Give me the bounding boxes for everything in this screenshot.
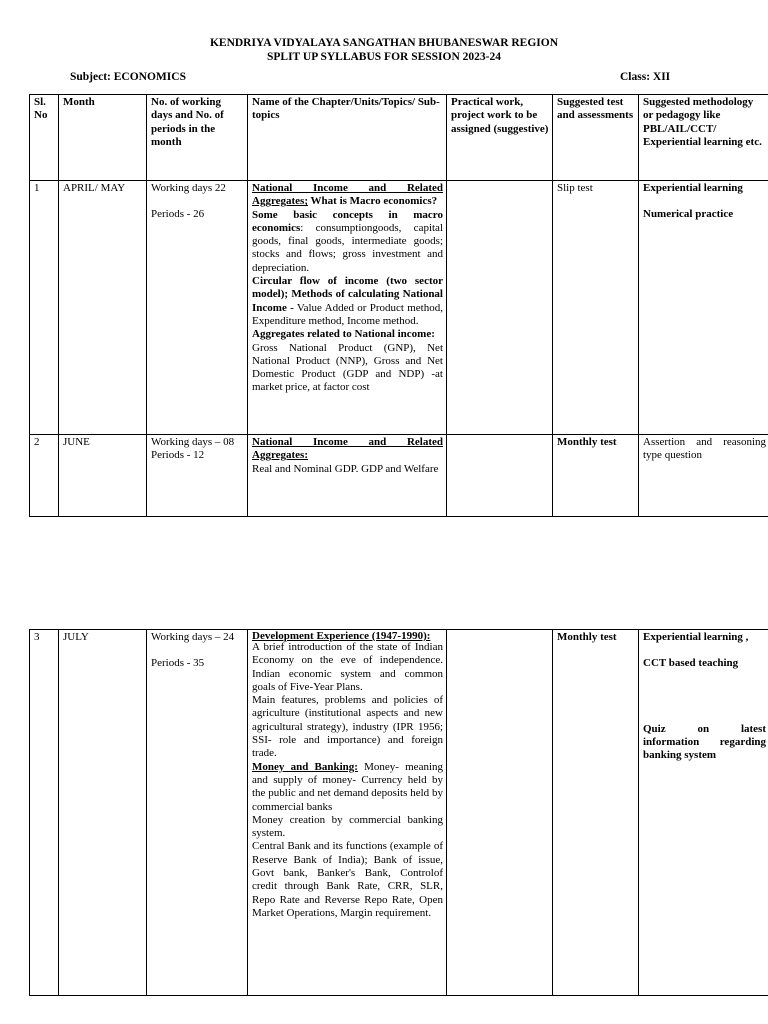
working-days: Working days 22 bbox=[151, 182, 226, 194]
topic-text: Money- meaning and supply of money- Currency held by the public and net demand deposits held by commercial banks bbox=[252, 760, 444, 813]
row-method bbox=[639, 435, 768, 517]
chapter-heading: National Income and Related Aggregates; bbox=[252, 182, 443, 208]
row-chapter bbox=[248, 181, 447, 435]
row-method bbox=[639, 630, 768, 996]
table-row bbox=[30, 435, 768, 517]
col-header-test: Suggested test and assessments bbox=[553, 95, 639, 181]
row-days bbox=[147, 181, 248, 435]
col-header-days: No. of working days and No. of periods in the month bbox=[147, 95, 248, 181]
col-header-method: Suggested methodology or pedagogy like PBL/AIL/CCT/ Experiential learning etc. bbox=[639, 95, 768, 181]
row-month: JULY bbox=[59, 630, 147, 996]
row-chapter bbox=[248, 630, 447, 996]
periods: Periods - 12 bbox=[151, 449, 205, 462]
document-subtitle: SPLIT UP SYLLABUS FOR SESSION 2023-24 bbox=[266, 51, 501, 63]
document-title: KENDRIYA VIDYALAYA SANGATHAN BHUBANESWAR REGION bbox=[209, 37, 559, 49]
syllabus-table bbox=[29, 94, 768, 517]
periods: Periods - 35 bbox=[151, 657, 205, 670]
col-header-practical: Practical work, project work to be assigned (suggestive) bbox=[447, 95, 553, 181]
row-test: Monthly test bbox=[553, 435, 639, 517]
working-days: Working days – 24 bbox=[151, 631, 235, 643]
subject-label: Subject: ECONOMICS bbox=[70, 71, 186, 83]
chapter-question: What is Macro economics? bbox=[308, 195, 438, 208]
row-month: APRIL/ MAY bbox=[59, 181, 147, 435]
row-chapter bbox=[248, 435, 447, 517]
row-sl: 1 bbox=[30, 181, 59, 435]
method-item: Assertion and reasoning type question bbox=[643, 436, 766, 462]
topic-heading: Money and Banking: bbox=[252, 760, 358, 773]
topic-text: Main features, problems and policies of agriculture (institutional aspects and new agricultural strategy), industry (IPR 1956; SSI- role and importance) and foreign trade. bbox=[252, 694, 443, 760]
row-method bbox=[639, 181, 768, 435]
row-sl: 3 bbox=[30, 630, 59, 996]
row-practical bbox=[447, 181, 553, 435]
row-month: JUNE bbox=[59, 435, 147, 517]
syllabus-table-continued bbox=[29, 629, 768, 996]
working-days: Working days – 08 bbox=[151, 436, 235, 448]
topic-text: A brief introduction of the state of Indian Economy on the eve of independence. Indian economic system and common goals of Five-Year Plans. bbox=[252, 641, 443, 693]
method-item: Experiential learning bbox=[643, 182, 743, 194]
chapter-heading: National Income and Related Aggregates: bbox=[252, 436, 443, 462]
topic-text: : consumptiongoods, capital goods, final goods, intermediate goods; stocks and flows; gross investment and depreciation. bbox=[252, 221, 443, 274]
method-item: CCT based teaching bbox=[643, 657, 739, 670]
table-header-row bbox=[30, 95, 768, 181]
row-practical bbox=[447, 630, 553, 996]
periods: Periods - 26 bbox=[151, 208, 205, 221]
table-row bbox=[30, 630, 768, 996]
col-header-sl: Sl. No bbox=[30, 95, 59, 181]
topic-text: Central Bank and its functions (example of Reserve Bank of India); Bank of issue, Govt bank, Banker's Bank, Controlof credit through Bank Rate, CRR, SLR, Repo Rate and Reverse Repo Rate, Open Market Operations, Margin requirement. bbox=[252, 840, 443, 919]
chapter-heading: Development Experience (1947-1990): bbox=[252, 630, 431, 642]
topic-text: Value Added or Product method, Expenditure method, Income method. bbox=[252, 301, 443, 327]
topic-heading: Circular flow of income (two sector model); Methods of calculating National Income - bbox=[252, 275, 443, 314]
table-row bbox=[30, 181, 768, 435]
row-test: Slip test bbox=[553, 181, 639, 435]
topic-text: Gross National Product (GNP), Net National Product (NNP), Gross and Net Domestic Product (GDP and NDP) -at market price, at factor cost bbox=[252, 341, 443, 394]
class-label: Class: XII bbox=[620, 71, 671, 83]
method-item: Numerical practice bbox=[643, 208, 734, 221]
row-practical bbox=[447, 435, 553, 517]
col-header-month: Month bbox=[59, 95, 147, 181]
row-test: Monthly test bbox=[553, 630, 639, 996]
row-sl: 2 bbox=[30, 435, 59, 517]
method-item: Experiential learning , bbox=[643, 631, 749, 643]
topic-heading: Aggregates related to National income: bbox=[252, 328, 435, 341]
row-days bbox=[147, 435, 248, 517]
topic-heading: Some basic concepts in macro economics bbox=[252, 208, 443, 234]
topic-text: Real and Nominal GDP. GDP and Welfare bbox=[252, 462, 439, 475]
row-days bbox=[147, 630, 248, 996]
method-item: Quiz on latest information regarding banking system bbox=[643, 722, 766, 762]
topic-text: Money creation by commercial banking system. bbox=[252, 813, 443, 840]
col-header-chapter: Name of the Chapter/Units/Topics/ Sub- topics bbox=[248, 95, 447, 181]
